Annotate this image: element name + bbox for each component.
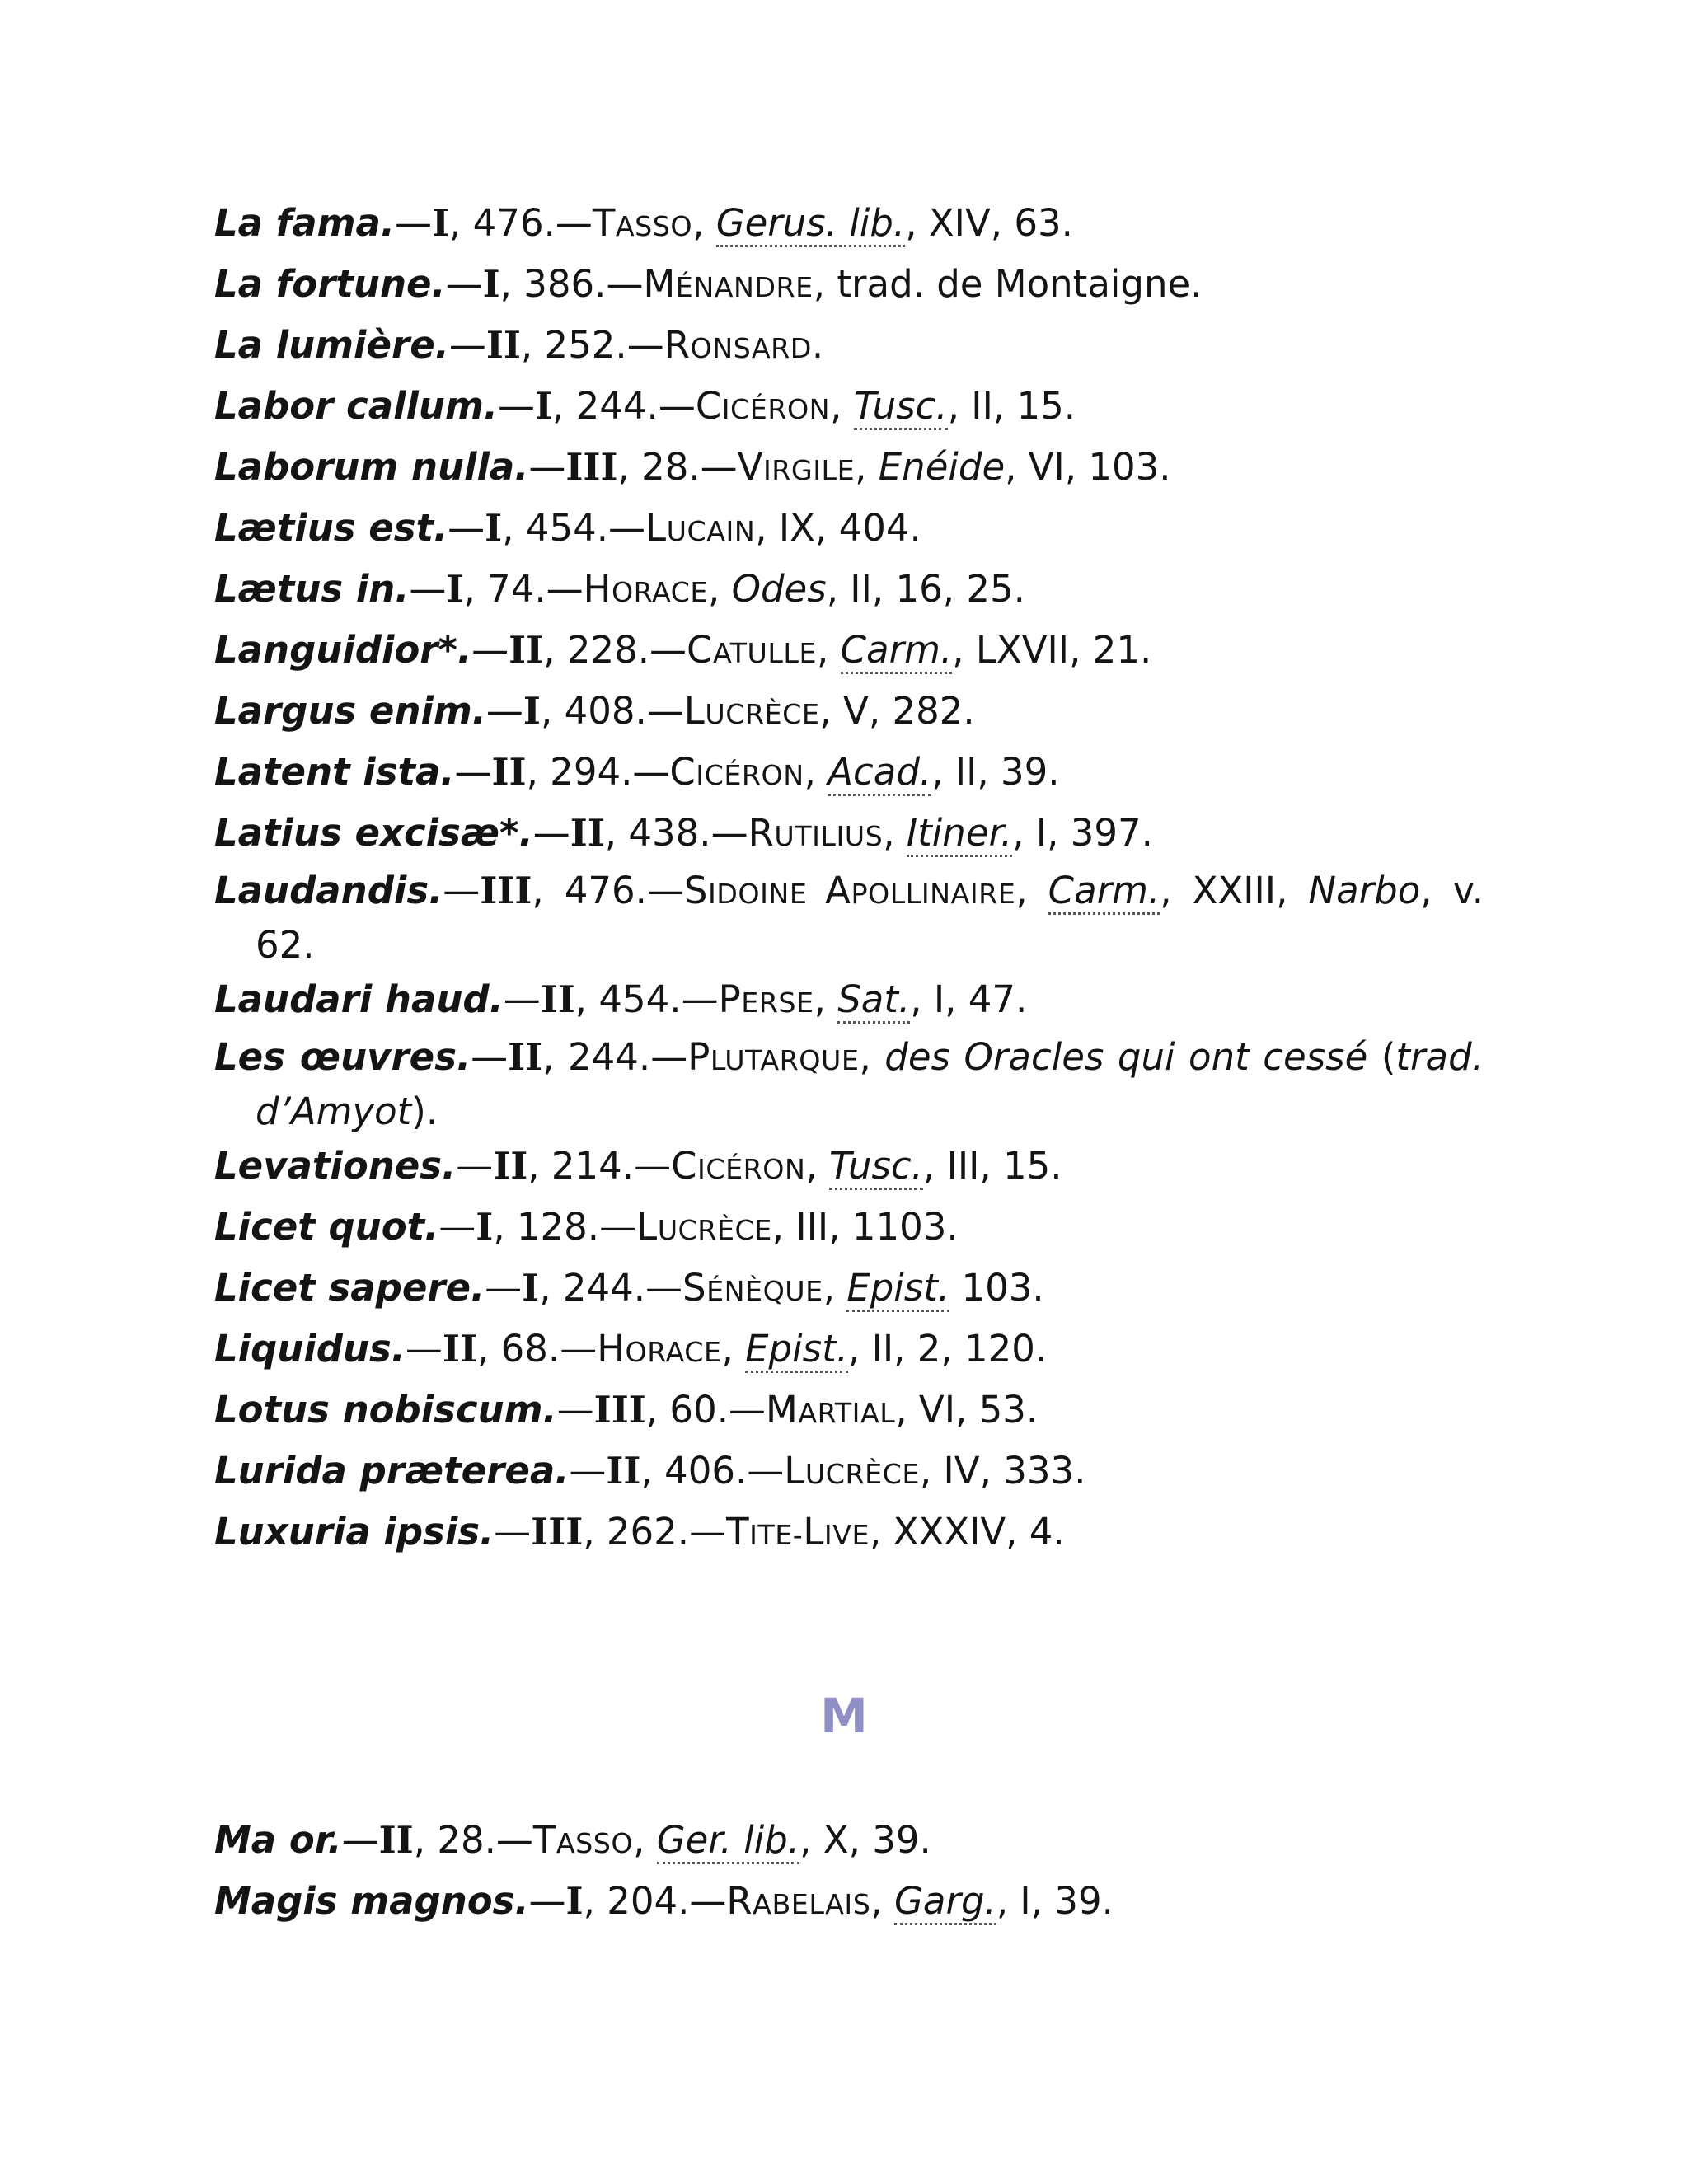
author-name: CATULLE [687, 628, 817, 672]
work-title: Narbo [1308, 869, 1421, 912]
author-name: HORACE [583, 567, 708, 611]
index-entry: Les œuvres.—II, 244.—PLUTARQUE, des Oracles qui ont cessé (trad. d’Amyot). [214, 1035, 1484, 1133]
work-abbreviation[interactable]: Epist. [846, 1266, 950, 1312]
author-name: LUCRÈCE [636, 1205, 772, 1249]
entry-keyword: La lumière. [214, 323, 449, 367]
volume-number: I [523, 689, 541, 733]
volume-number: II [540, 977, 575, 1021]
index-entry: Laborum nulla.—III, 28.—VIRGILE, Enéide, VI, 103. [214, 445, 1171, 489]
index-entry: Latent ista.—II, 294.—CICÉRON, Acad., II, 39. [214, 743, 1484, 804]
index-entry: Lætius est.—I, 454.—LUCAIN, IX, 404. [214, 506, 921, 550]
entry-keyword: Ma or. [214, 1818, 342, 1862]
translation-note: trad. d’Amyot [256, 1035, 1484, 1133]
index-entry: Largus enim.—I, 408.—LUCRÈCE, V, 282. [214, 689, 975, 733]
entry-keyword: Latius excisæ*. [214, 811, 533, 855]
volume-number: III [565, 445, 618, 489]
entry-keyword: Lætus in. [214, 567, 410, 611]
work-title: Enéide [878, 445, 1006, 489]
author-name: TASSO [592, 201, 693, 245]
index-section-m [214, 1811, 1484, 1933]
entry-keyword: Les œuvres. [214, 1035, 471, 1079]
entry-keyword: Lotus nobiscum. [214, 1388, 557, 1432]
index-entry: Magis magnos.—I, 204.—RABELAIS, Garg., I, 39. [214, 1872, 1484, 1933]
entry-keyword: Labor callum. [214, 384, 498, 428]
index-entry: Laudandis.—III, 476.—SIDOINE APOLLINAIRE, Carm., XXIII, Narbo, v. 62. [214, 869, 1484, 967]
entry-keyword: Luxuria ipsis. [214, 1510, 495, 1554]
index-entry: Languidior*.—II, 228.—CATULLE, Carm., LXVII, 21. [214, 621, 1484, 682]
entry-keyword: Liquidus. [214, 1327, 406, 1371]
entry-keyword: Levationes. [214, 1144, 457, 1188]
author-name: RABELAIS [726, 1879, 871, 1923]
work-abbreviation[interactable]: Gerus. lib. [716, 201, 906, 247]
index-entry: Ma or.—II, 28.—TASSO, Ger. lib., X, 39. [214, 1811, 1484, 1872]
index-entry: Lotus nobiscum.—III, 60.—MARTIAL, VI, 53. [214, 1388, 1039, 1432]
volume-number: II [508, 1035, 543, 1079]
author-name: PLUTARQUE [687, 1035, 860, 1079]
entry-keyword: Lurida præterea. [214, 1449, 570, 1493]
volume-number: II [485, 323, 521, 367]
work-abbreviation[interactable]: Tusc. [854, 384, 948, 430]
entry-keyword: Laudandis. [214, 869, 443, 912]
volume-number: II [493, 1144, 528, 1188]
entry-keyword: Laudari haud. [214, 977, 504, 1021]
volume-number: III [531, 1510, 584, 1554]
entry-keyword: Licet quot. [214, 1205, 439, 1249]
entry-keyword: Lætius est. [214, 506, 448, 550]
index-entry: Licet quot.—I, 128.—LUCRÈCE, III, 1103. [214, 1205, 959, 1249]
entry-keyword: La fortune. [214, 262, 446, 306]
volume-number: I [534, 384, 553, 428]
work-abbreviation[interactable]: Itiner. [907, 811, 1012, 857]
author-name: PERSE [718, 977, 814, 1021]
work-abbreviation[interactable]: Sat. [837, 977, 910, 1024]
index-entry: Levationes.—II, 214.—CICÉRON, Tusc., III, 15. [214, 1137, 1484, 1198]
volume-number: II [570, 811, 605, 855]
index-entry: Laudari haud.—II, 454.—PERSE, Sat., I, 47. [214, 971, 1484, 1032]
volume-number: I [485, 506, 503, 550]
author-name: CICÉRON [671, 1144, 806, 1188]
work-abbreviation[interactable]: Epist. [745, 1327, 848, 1373]
author-name: RUTILIUS [748, 811, 884, 855]
author-name: SIDOINE APOLLINAIRE [683, 869, 1016, 912]
author-name: RONSARD [663, 323, 812, 367]
index-entry: Licet sapere.—I, 244.—SÉNÈQUE, Epist. 103. [214, 1259, 1484, 1320]
author-name: SÉNÈQUE [682, 1266, 823, 1310]
author-name: LUCRÈCE [683, 689, 820, 733]
index-entry: La fortune.—I, 386.—MÉNANDRE, trad. de Montaigne. [214, 262, 1203, 306]
entry-keyword: Laborum nulla. [214, 445, 529, 489]
author-name: VIRGILE [737, 445, 856, 489]
author-name: LUCRÈCE [784, 1449, 920, 1493]
author-name: CICÉRON [695, 384, 831, 428]
volume-number: II [491, 750, 527, 794]
entry-keyword: Licet sapere. [214, 1266, 485, 1310]
author-name: MARTIAL [766, 1388, 896, 1432]
entry-keyword: Magis magnos. [214, 1879, 529, 1923]
volume-number: II [509, 628, 544, 672]
index-entry: Labor callum.—I, 244.—CICÉRON, Tusc., II, 15. [214, 377, 1484, 438]
section-heading-m: M [820, 1688, 868, 1744]
volume-number: II [606, 1449, 641, 1493]
volume-number: I [446, 567, 464, 611]
volume-number: II [378, 1818, 414, 1862]
volume-number: I [476, 1205, 494, 1249]
volume-number: III [593, 1388, 646, 1432]
author-name: LUCAIN [645, 506, 756, 550]
volume-number: I [482, 262, 500, 306]
index-entry: Liquidus.—II, 68.—HORACE, Epist., II, 2, 120. [214, 1320, 1484, 1381]
work-abbreviation[interactable]: Carm. [1048, 869, 1160, 915]
work-abbreviation[interactable]: Tusc. [829, 1144, 923, 1190]
index-entry: Lurida præterea.—II, 406.—LUCRÈCE, IV, 333. [214, 1449, 1086, 1493]
author-name: CICÉRON [669, 750, 804, 794]
index-entry: La lumière.—II, 252.—RONSARD. [214, 323, 824, 367]
work-abbreviation[interactable]: Carm. [841, 628, 953, 674]
author-name: TASSO [532, 1818, 634, 1862]
entry-keyword: Languidior*. [214, 628, 472, 672]
entry-keyword: Largus enim. [214, 689, 486, 733]
work-title: des Oracles qui ont cessé [884, 1035, 1368, 1079]
volume-number: I [565, 1879, 584, 1923]
work-abbreviation[interactable]: Ger. lib. [657, 1818, 799, 1864]
index-entry: Luxuria ipsis.—III, 262.—TITE-LIVE, XXXIV, 4. [214, 1510, 1065, 1554]
work-abbreviation[interactable]: Acad. [828, 750, 931, 796]
volume-number: III [480, 869, 532, 912]
volume-number: II [442, 1327, 478, 1371]
author-name: TITE-LIVE [726, 1510, 870, 1554]
author-name: MÉNANDRE [643, 262, 814, 306]
index-entry: Lætus in.—I, 74.—HORACE, Odes, II, 16, 25. [214, 567, 1025, 611]
volume-number: I [522, 1266, 540, 1310]
author-name: HORACE [597, 1327, 722, 1371]
index-entry: Latius excisæ*.—II, 438.—RUTILIUS, Itiner., I, 397. [214, 804, 1484, 865]
index-entry: La fama.—I, 476.—TASSO, Gerus. lib., XIV, 63. [214, 194, 1484, 255]
entry-keyword: La fama. [214, 201, 396, 245]
volume-number: I [432, 201, 450, 245]
work-abbreviation[interactable]: Garg. [894, 1879, 996, 1925]
work-title: Odes [731, 567, 827, 611]
index-section-l [214, 194, 1484, 1564]
entry-keyword: Latent ista. [214, 750, 455, 794]
